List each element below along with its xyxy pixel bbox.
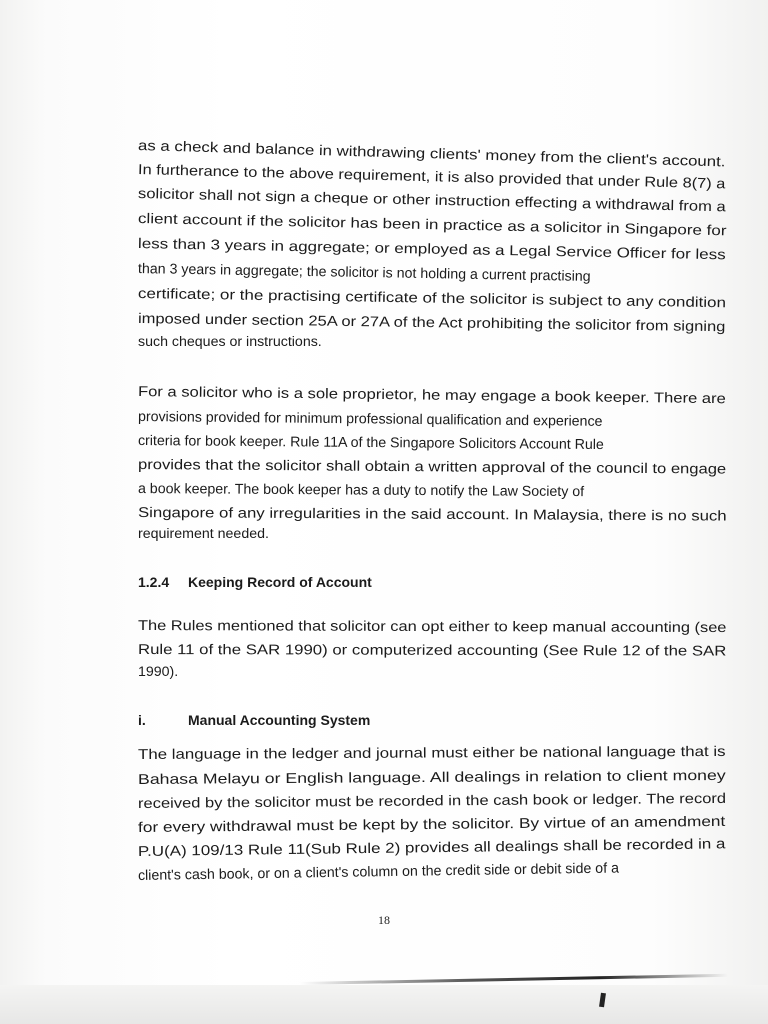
subsection-title: Manual Accounting System: [188, 712, 371, 728]
text-line: for every withdrawal must be kept by the solicitor. By virtue of an amendment: [137, 813, 726, 836]
text-line: less than 3 years in aggregate; or employed as a Legal Service Officer for less: [137, 236, 726, 264]
subsection-number: i.: [138, 712, 146, 728]
text-line: criteria for book keeper. Rule 11A of the Singapore Solicitors Account Rule: [137, 433, 604, 454]
text-line: imposed under section 25A or 27A of the Act prohibiting the solicitor from signing: [137, 311, 726, 336]
text-line: as a check and balance in withdrawing clients' money from the client's account.: [137, 138, 726, 171]
text-line: The Rules mentioned that solicitor can opt either to keep manual accounting (see: [137, 618, 727, 637]
text-line: P.U(A) 109/13 Rule 11(Sub Rule 2) provides all dealings shall be recorded in a: [137, 836, 726, 860]
subsection-heading: [138, 711, 370, 729]
text-line: In furtherance to the above requirement, it is also provided that under Rule 8(7) a: [137, 162, 726, 193]
text-line: For a solicitor who is a sole proprietor, he may engage a book keeper. There are: [137, 384, 726, 408]
section-number: 1.2.4: [138, 574, 170, 590]
text-line: such cheques or instructions.: [138, 334, 322, 350]
section-title: Keeping Record of Account: [188, 574, 372, 590]
text-line: provides that the solicitor shall obtain a written approval of the council to engage: [137, 457, 727, 478]
text-line: received by the solicitor must be recorded in the cash book or ledger. The record: [137, 790, 727, 812]
text-line: solicitor shall not sign a cheque or other instruction effecting a withdrawal from a: [137, 186, 726, 216]
section-heading: [138, 573, 372, 591]
text-line: Rule 11 of the SAR 1990) or computerized accounting (See Rule 12 of the SAR: [137, 642, 727, 660]
text-line: Singapore of any irregularities in the said account. In Malaysia, there is no such: [137, 505, 727, 525]
page-number: 18: [378, 913, 390, 927]
text-line: Bahasa Melayu or English language. All dealings in relation to client money: [137, 767, 726, 788]
text-line: 1990).: [138, 664, 179, 680]
scanner-edge-line: [300, 974, 728, 985]
text-line: a book keeper. The book keeper has a duty to notify the Law Society of: [137, 481, 585, 501]
scanner-shadow: [0, 985, 768, 1024]
text-line: requirement needed.: [138, 526, 269, 542]
text-line: certificate; or the practising certificate of the solicitor is subject to any condition: [137, 286, 727, 312]
text-line: The language in the ledger and journal must either be national language that is: [137, 743, 726, 763]
text-line: than 3 years in aggregate; the solicitor is not holding a current practising: [137, 261, 591, 285]
text-line: client account if the solicitor has been in practice as a solicitor in Singapore for: [137, 211, 727, 240]
text-line: client's cash book, or on a client's column on the credit side or debit side of a: [137, 860, 620, 884]
text-line: provisions provided for minimum professional qualification and experience: [137, 409, 603, 430]
